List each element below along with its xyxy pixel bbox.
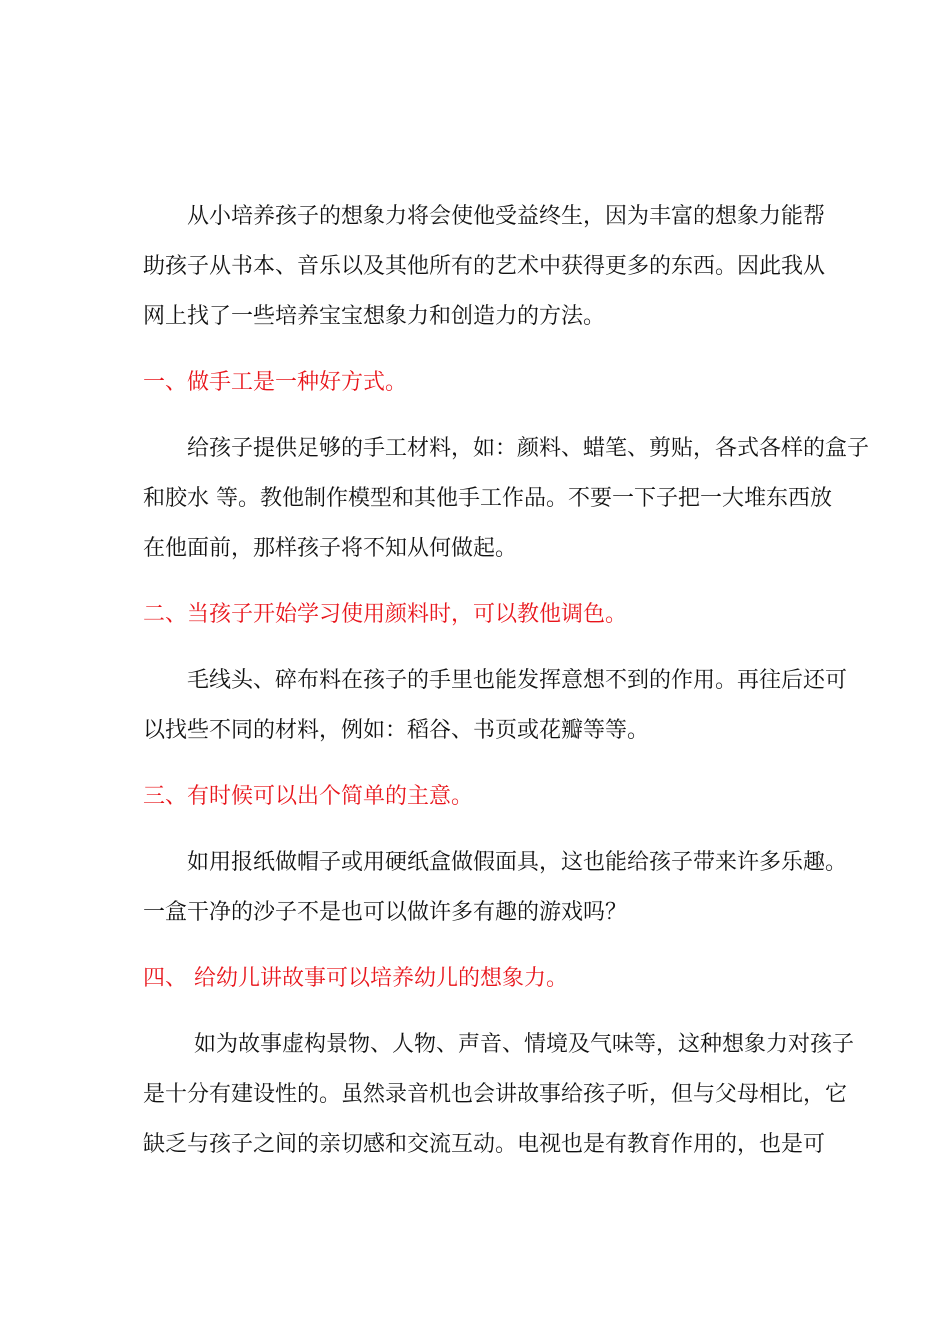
text-line: 以找些不同的材料，例如：稻谷、书页或花瓣等等。	[143, 718, 650, 743]
section-paragraph-3	[143, 838, 848, 938]
section-heading-1: 一、做手工是一种好方式。	[143, 370, 408, 395]
section-paragraph-2	[143, 656, 848, 756]
document-page	[143, 192, 870, 1186]
text-line: 如用报纸做帽子或用硬纸盒做假面具，这也能给孩子带来许多乐趣。	[143, 850, 848, 875]
text-line: 从小培养孩子的想象力将会使他受益终生，因为丰富的想象力能帮	[143, 204, 826, 229]
text-line: 是十分有建设性的。虽然录音机也会讲故事给孩子听，但与父母相比，它	[143, 1082, 848, 1107]
section-paragraph-4	[143, 1020, 854, 1170]
section-heading-4: 四、 给幼儿讲故事可以培养幼儿的想象力。	[143, 966, 568, 991]
section-heading-3: 三、有时候可以出个简单的主意。	[143, 784, 474, 809]
intro-paragraph	[143, 192, 826, 342]
text-line: 如为故事虚构景物、人物、声音、情境及气味等，这种想象力对孩子	[143, 1032, 854, 1057]
text-line: 助孩子从书本、音乐以及其他所有的艺术中获得更多的东西。因此我从	[143, 254, 826, 279]
section-paragraph-1	[143, 424, 870, 574]
text-line: 网上找了一些培养宝宝想象力和创造力的方法。	[143, 304, 606, 329]
text-line: 在他面前，那样孩子将不知从何做起。	[143, 536, 518, 561]
text-line: 一盒干净的沙子不是也可以做许多有趣的游戏吗？	[143, 900, 628, 925]
section-heading-2: 二、当孩子开始学习使用颜料时，可以教他调色。	[143, 602, 628, 627]
text-line: 毛线头、碎布料在孩子的手里也能发挥意想不到的作用。再往后还可	[143, 668, 848, 693]
text-line: 和胶水 等。教他制作模型和其他手工作品。不要一下子把一大堆东西放	[143, 486, 832, 511]
text-line: 给孩子提供足够的手工材料，如：颜料、蜡笔、剪贴，各式各样的盒子	[143, 436, 870, 461]
text-line: 缺乏与孩子之间的亲切感和交流互动。电视也是有教育作用的，也是可	[143, 1132, 826, 1157]
